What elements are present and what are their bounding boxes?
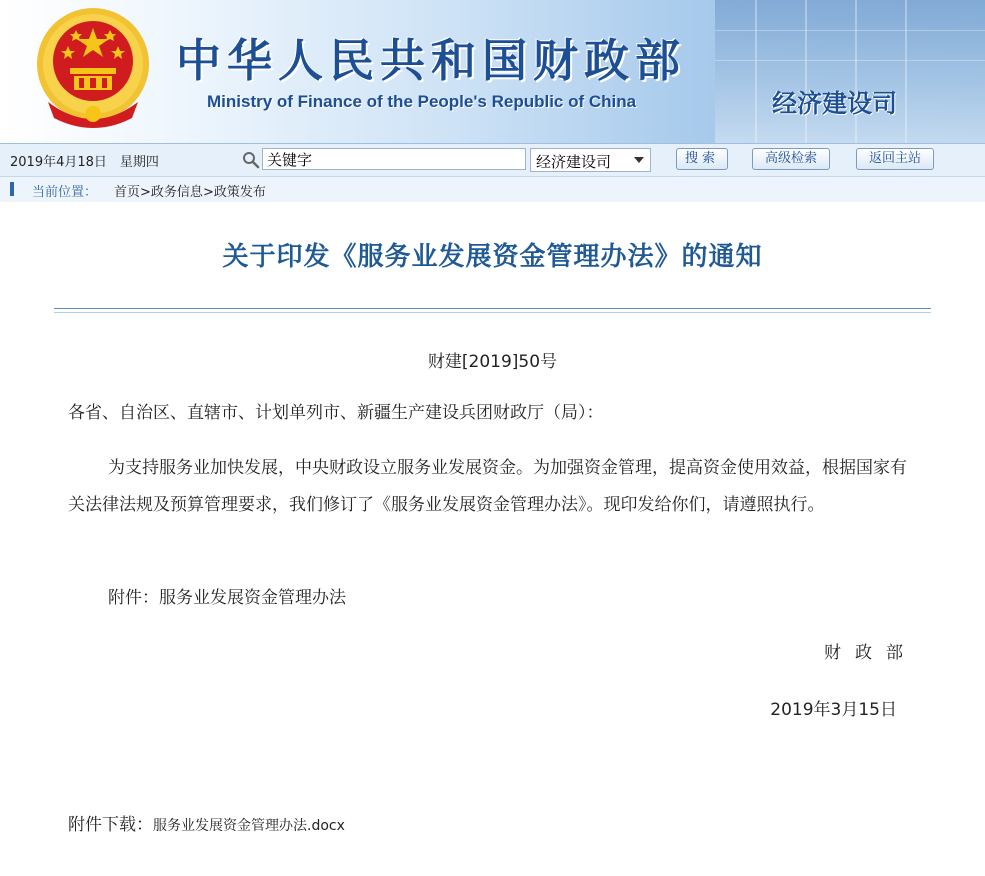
- breadcrumb-separator: >: [202, 185, 214, 200]
- breadcrumb: [0, 177, 985, 202]
- download-label: 附件下载：: [68, 815, 153, 835]
- chevron-down-icon: [634, 157, 644, 163]
- toolbar: [0, 143, 985, 177]
- search-scope-select[interactable]: [530, 148, 651, 172]
- addressee: 各省、自治区、直辖市、计划单列市、新疆生产建设兵团财政厅（局）：: [68, 403, 604, 423]
- search-icon: [242, 151, 260, 169]
- breadcrumb-marker: [10, 182, 14, 196]
- signer: 财政部: [824, 643, 917, 663]
- site-title-en: Ministry of Finance of the People's Republic of China: [207, 92, 637, 111]
- current-date: 2019年4月18日 星期四: [10, 155, 159, 170]
- search-input[interactable]: [262, 148, 526, 170]
- site-banner: [0, 0, 985, 143]
- document-number: 财建[2019]50号: [427, 352, 558, 372]
- attachment-note: 附件：服务业发展资金管理办法: [108, 588, 346, 608]
- breadcrumb-item-policy-release[interactable]: 政策发布: [213, 185, 266, 200]
- attachment-file-link[interactable]: 服务业发展资金管理办法.docx: [153, 818, 345, 834]
- breadcrumb-separator: >: [140, 185, 151, 200]
- sign-date: 2019年3月15日: [770, 700, 897, 720]
- attachment-download: [68, 810, 345, 835]
- breadcrumb-item-home[interactable]: 首页: [114, 185, 141, 200]
- national-emblem-icon: [34, 6, 152, 132]
- breadcrumb-item-government-info[interactable]: 政务信息: [150, 185, 203, 200]
- department-name: 经济建设司: [772, 89, 898, 118]
- breadcrumb-label: 当前位置：: [32, 185, 98, 200]
- building-graphic: [715, 0, 985, 143]
- site-title-cn: 中华人民共和国财政部: [176, 34, 687, 87]
- title-divider: [54, 308, 931, 313]
- breadcrumb-path: [114, 181, 266, 200]
- body-paragraph: 为支持服务业加快发展，中央财政设立服务业发展资金。为加强资金管理，提高资金使用效益，根据国家有关法律法规及预算管理要求，我们修订了《服务业发展资金管理办法》。现印发给你们，请遵照执行。: [68, 458, 907, 515]
- search-scope-value: 经济建设司: [536, 153, 612, 171]
- return-home-button[interactable]: 返回主站: [856, 148, 934, 170]
- advanced-search-button[interactable]: 高级检索: [752, 148, 830, 170]
- article-title: 关于印发《服务业发展资金管理办法》的通知: [222, 242, 763, 272]
- search-button[interactable]: 搜索: [676, 148, 728, 170]
